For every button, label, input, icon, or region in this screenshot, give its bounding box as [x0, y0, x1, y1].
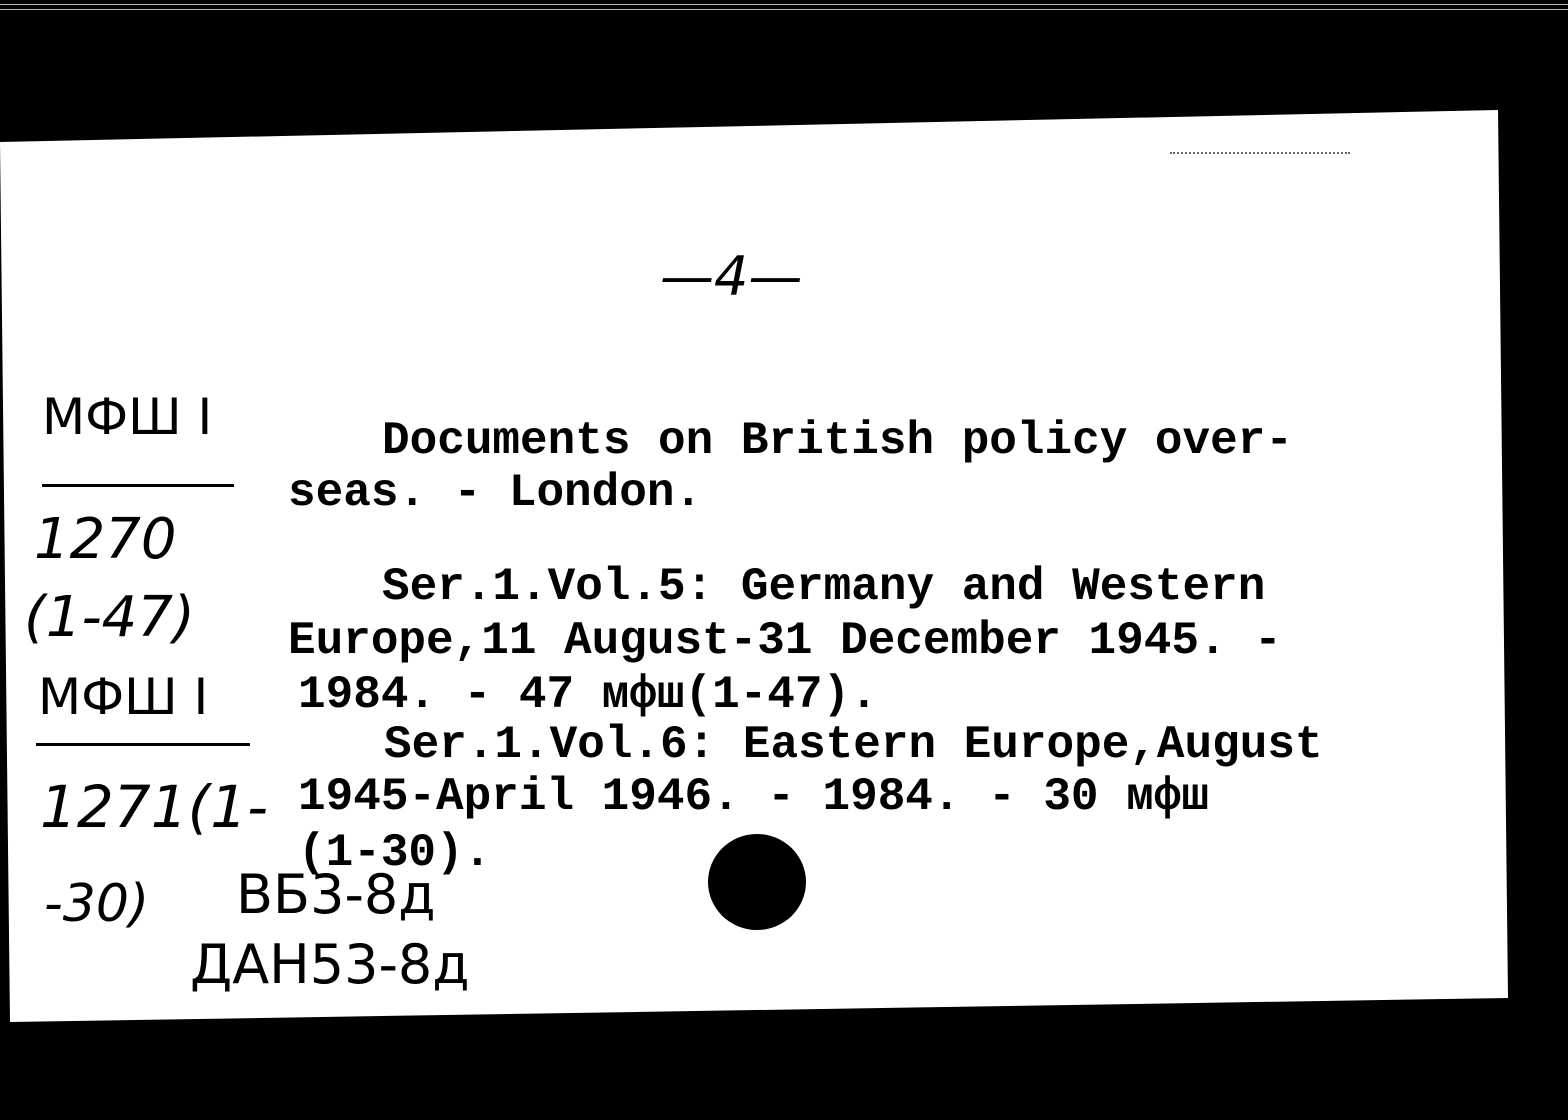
punch-hole	[708, 834, 806, 930]
vol5-line-3: 1984. - 47 мфш(1-47).	[298, 669, 878, 721]
call-extra-2: ДАН53-8д	[190, 933, 470, 996]
faint-top-marks	[1170, 152, 1350, 156]
vol6-line-2: 1945-April 1946. - 1984. - 30 мфш	[298, 771, 1209, 823]
vol6-line-1: Ser.1.Vol.6: Eastern Europe,August	[384, 719, 1323, 771]
call-code-1: 1270	[34, 507, 177, 572]
call-rule-1	[42, 484, 234, 487]
call-mark-1: МФШ I	[42, 388, 213, 446]
call-range-1: (1-47)	[24, 585, 195, 650]
call-code-2: 1271(1-	[40, 773, 269, 841]
scan-top-border	[0, 4, 1568, 10]
vol6-line-3: (1-30).	[298, 827, 492, 879]
call-extra-1: ВБ3-8д	[236, 863, 436, 926]
page-marker: —4—	[660, 245, 803, 308]
vol5-line-1: Ser.1.Vol.5: Germany and Western	[382, 561, 1266, 613]
title-line-2: seas. - London.	[288, 467, 703, 519]
call-mark-2: МФШ I	[38, 668, 209, 726]
vol5-line-2: Europe,11 August-31 December 1945. -	[288, 615, 1282, 667]
call-range-2: -30)	[44, 874, 150, 934]
title-line-1: Documents on British policy over-	[382, 415, 1293, 467]
call-rule-2	[36, 743, 250, 746]
